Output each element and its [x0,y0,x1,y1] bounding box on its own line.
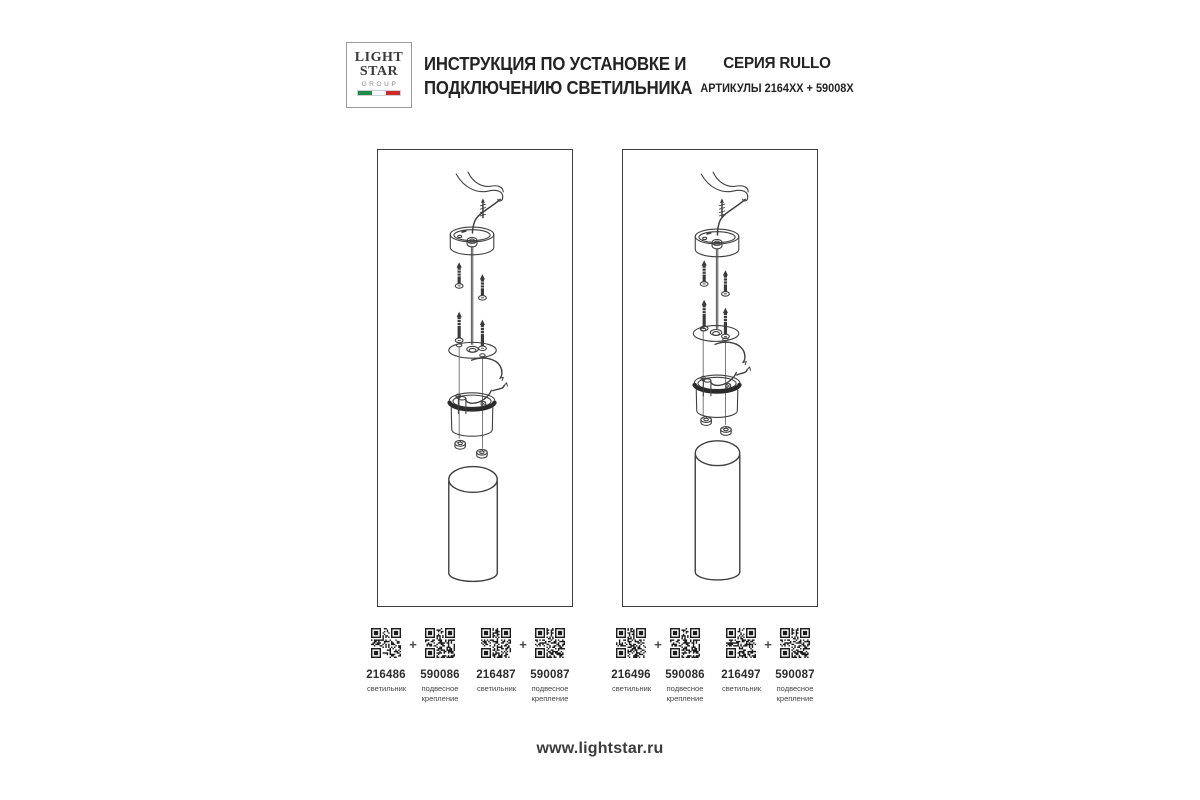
mains-wire-icon [456,172,503,233]
plus-sign: + [654,637,662,652]
qr-article-item [665,628,705,704]
lamp-housing [694,373,740,418]
page-title [424,52,692,100]
article-label: светильник [722,684,762,693]
screw-icon [479,274,487,300]
assembly-diagram-left [377,149,573,607]
article-number: 590087 [775,669,815,681]
wall-plug-icon [480,198,485,217]
article-number: 216487 [476,669,516,681]
italy-flag-icon [358,91,400,95]
article-number: 590086 [420,669,460,681]
qr-article-item [476,628,516,694]
article-label: подвесное крепление [531,684,569,704]
wall-plug-icon [719,198,724,217]
article-number: 590087 [530,669,570,681]
article-label: светильник [612,684,652,693]
qr-code [371,628,401,658]
lightstar-logo [346,42,412,108]
plus-sign: + [409,637,417,652]
series-articles: АРТИКУЛЫ 2164XX + 59008X [700,83,854,95]
article-label: подвесное крепление [776,684,814,704]
article-number: 590086 [665,669,705,681]
cylinder-shade [695,441,740,580]
nut-icon [721,427,731,436]
qr-code [535,628,565,658]
qr-code [670,628,700,658]
qr-code [425,628,455,658]
website-url: www.lightstar.ru [536,740,664,757]
qr-article-item [366,628,406,694]
article-label: подвесное крепление [421,684,459,704]
article-number: 216497 [721,669,761,681]
qr-article-item [530,628,570,704]
qr-code [726,628,756,658]
qr-article-item [721,628,761,694]
lamp-wire-icon [715,342,750,375]
title-line-1: ИНСТРУКЦИЯ ПО УСТАНОВКЕ И [424,54,687,74]
qr-code [616,628,646,658]
cylinder-shade [449,467,498,582]
title-line-2: ПОДКЛЮЧЕНИЮ СВЕТИЛЬНИКА [424,78,693,98]
assembly-diagram-right [622,149,818,607]
qr-article-item [420,628,460,704]
plus-sign: + [519,637,527,652]
nut-icon [701,417,711,426]
screw-icon [479,320,487,351]
logo-text-light: LIGHT [354,50,404,65]
article-number: 216496 [611,669,651,681]
suspension-rod [716,249,717,328]
plus-sign: + [764,637,772,652]
screw-icon [700,260,708,286]
suspension-rod [471,247,472,344]
qr-set-right [611,628,815,704]
alignment-lines [459,347,482,448]
screw-icon [455,312,463,343]
lamp-wire-icon [472,358,508,391]
mounting-plate [449,342,497,358]
series-name: СЕРИЯ RULLO [723,55,831,72]
qr-article-item [611,628,651,694]
screw-icon [455,262,463,288]
article-label: светильник [477,684,517,693]
nut-icon [455,440,465,449]
lamp-housing [449,390,495,436]
article-label: светильник [367,684,407,693]
series-block [700,55,854,95]
article-label: подвесное крепление [666,684,704,704]
logo-text-star: STAR [359,64,399,79]
qr-code [481,628,511,658]
screw-icon [722,308,730,339]
nut-icon [477,449,487,458]
article-number: 216486 [366,669,406,681]
qr-set-left [366,628,570,704]
mains-wire-icon [701,172,748,235]
screw-icon [722,270,730,296]
logo-text-group: GROUP [361,81,399,88]
qr-article-item [775,628,815,704]
qr-code [780,628,810,658]
